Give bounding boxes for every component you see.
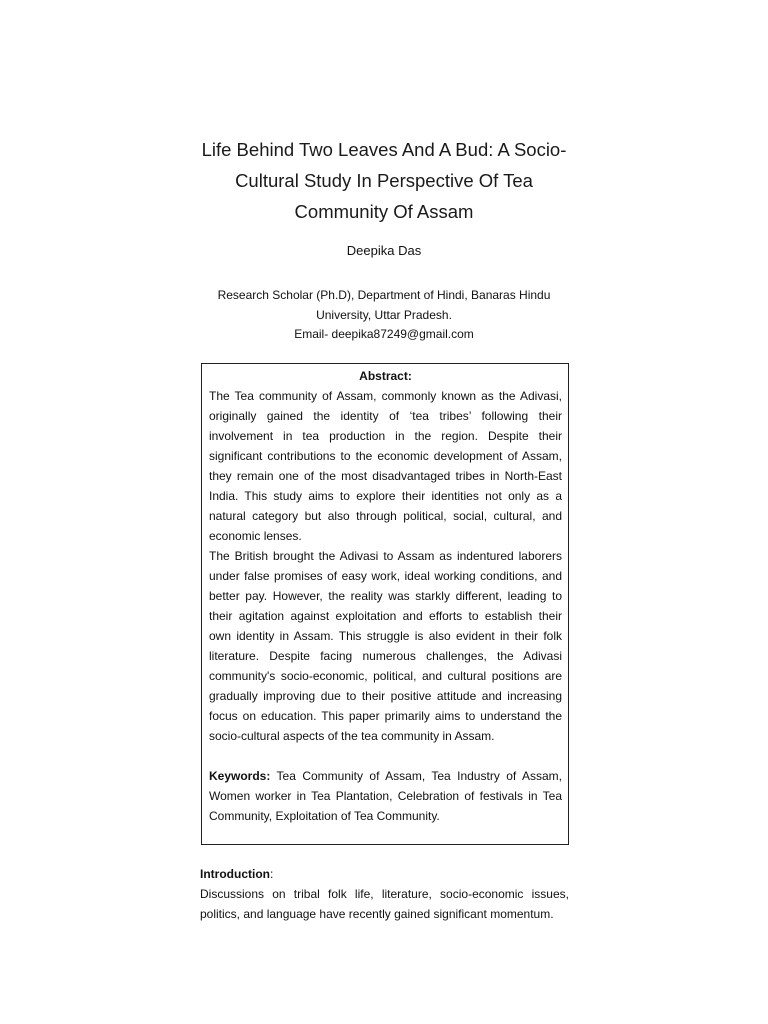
abstract-paragraph: The Tea community of Assam, commonly known as the Adivasi, originally gained the identity of ‘tea tribes’ following their involvement in tea production in the region. Despite their significant contributions to the economic development of Assam, they remain one of the most disadvantaged tribes in North-East India. This study aims to explore their identities not only as a natural category but also through political, social, cultural, and economic lenses.	[209, 389, 562, 543]
keywords-text: Tea Community of Assam, Tea Industry of Assam, Women worker in Tea Plantation, Celebration of festivals in Tea Community, Exploitation of Tea Community.	[209, 769, 562, 823]
introduction-heading-label: Introduction	[200, 867, 270, 881]
keywords-label: Keywords:	[209, 769, 271, 783]
author-email: Email- deepika87249@gmail.com	[294, 327, 474, 341]
abstract-box	[201, 363, 569, 845]
keywords	[209, 766, 562, 826]
author-name: Deepika Das	[346, 243, 422, 258]
author-affiliation	[184, 286, 584, 345]
title-line: Life Behind Two Leaves And A Bud: A Socio-	[201, 139, 567, 160]
abstract-body	[209, 386, 562, 746]
introduction-text: Discussions on tribal folk life, literature, socio-economic issues, politics, and language have recently gained significant momentum.	[200, 887, 569, 921]
title-line: Cultural Study In Perspective Of Tea	[235, 170, 533, 191]
title-line: Community Of Assam	[294, 201, 474, 222]
introduction-heading-colon: :	[269, 867, 274, 881]
paper-title	[184, 134, 584, 227]
abstract-heading: Abstract:	[359, 369, 412, 383]
affiliation-line: Research Scholar (Ph.D), Department of Hindi, Banaras Hindu	[217, 288, 551, 302]
abstract-paragraph: The British brought the Adivasi to Assam as indentured laborers under false promises of easy work, ideal working conditions, and better pay. However, the reality was starkly different, leading to their agitation against exploitation and efforts to establish their own identity in Assam. This struggle is also evident in their folk literature. Despite facing numerous challenges, the Adivasi community's socio-economic, political, and cultural positions are gradually improving due to their positive attitude and increasing focus on education. This paper primarily aims to understand the socio-cultural aspects of the tea community in Assam.	[209, 549, 562, 743]
introduction-heading	[200, 864, 273, 884]
affiliation-line: University, Uttar Pradesh.	[316, 307, 452, 322]
